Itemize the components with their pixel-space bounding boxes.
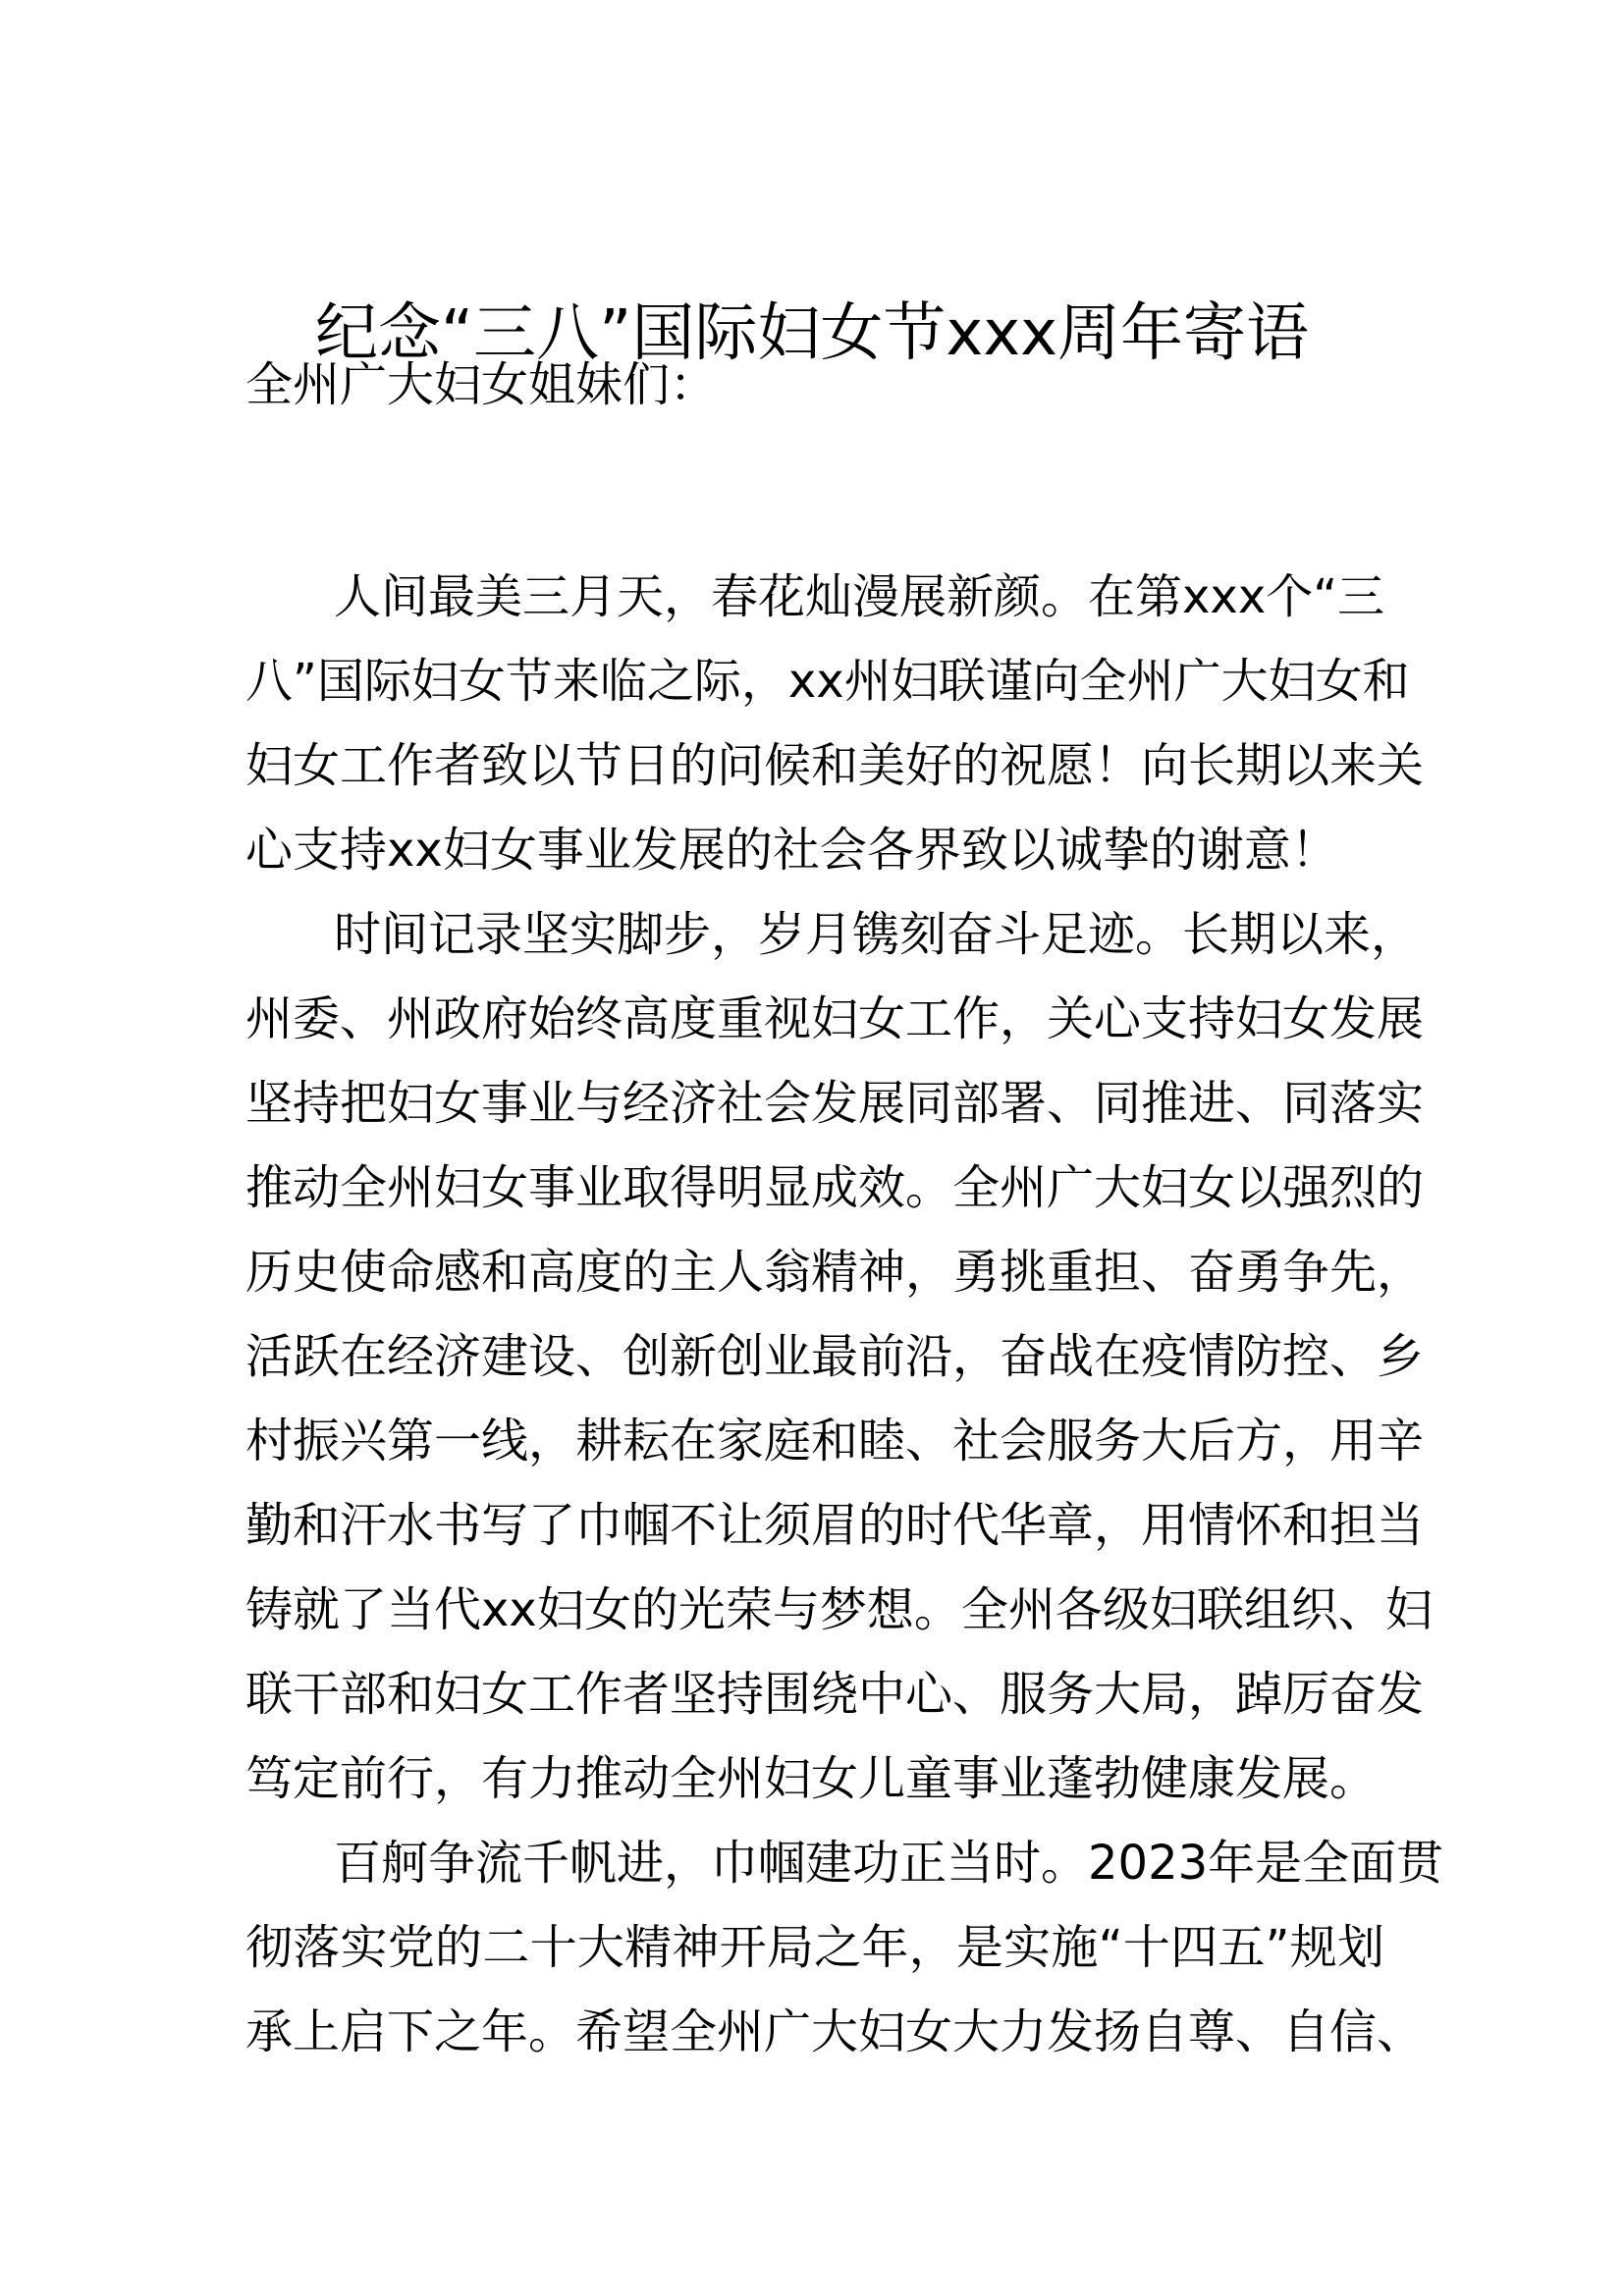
document-title: 纪念“三八”国际妇女节xxx周年寄语	[315, 297, 1309, 370]
paragraph-line: 坚持把妇女事业与经济社会发展同部署、同推进、同落实	[245, 1076, 1425, 1131]
paragraph-line: 心支持xx妇女事业发展的社会各界致以诚挚的谢意！	[245, 823, 1338, 878]
paragraph-line: 历史使命感和高度的主人翁精神，勇挑重担、奋勇争先，	[245, 1245, 1425, 1300]
paragraph-line: 活跃在经济建设、创新创业最前沿，奋战在疫情防控、乡	[245, 1329, 1425, 1384]
paragraph-line: 村振兴第一线，耕耘在家庭和睦、社会服务大后方，用辛	[245, 1414, 1425, 1468]
paragraph-line: 时间记录坚实脚步，岁月镌刻奋斗足迹。长期以来，	[334, 907, 1419, 962]
paragraph-line: 勤和汗水书写了巾帼不让须眉的时代华章，用情怀和担当	[245, 1498, 1425, 1553]
paragraph-line: 八”国际妇女节来临之际，xx州妇联谨向全州广大妇女和	[245, 654, 1410, 709]
paragraph-line: 笃定前行，有力推动全州妇女儿童事业蓬勃健康发展。	[245, 1751, 1378, 1806]
paragraph-line: 铸就了当代xx妇女的光荣与梦想。全州各级妇联组织、妇	[245, 1582, 1433, 1637]
paragraph-line: 推动全州妇女事业取得明显成效。全州广大妇女以强烈的	[245, 1160, 1425, 1215]
paragraph-line: 人间最美三月天，春花灿漫展新颜。在第xxx个“三	[334, 569, 1385, 624]
paragraph-line: 妇女工作者致以节日的问候和美好的祝愿！向长期以来关	[245, 738, 1425, 793]
salutation: 全州广大妇女姐妹们：	[245, 357, 718, 412]
paragraph-line: 百舸争流千帆进，巾帼建功正当时。2023年是全面贯	[334, 1836, 1444, 1891]
paragraph-line: 州委、州政府始终高度重视妇女工作，关心支持妇女发展	[245, 991, 1425, 1046]
paragraph-line: 承上启下之年。希望全州广大妇女大力发扬自尊、自信、	[245, 2004, 1425, 2059]
paragraph-line: 彻落实党的二十大精神开局之年，是实施“十四五”规划	[245, 1920, 1384, 1975]
paragraph-line: 联干部和妇女工作者坚持围绕中心、服务大局，踔厉奋发	[245, 1667, 1425, 1722]
